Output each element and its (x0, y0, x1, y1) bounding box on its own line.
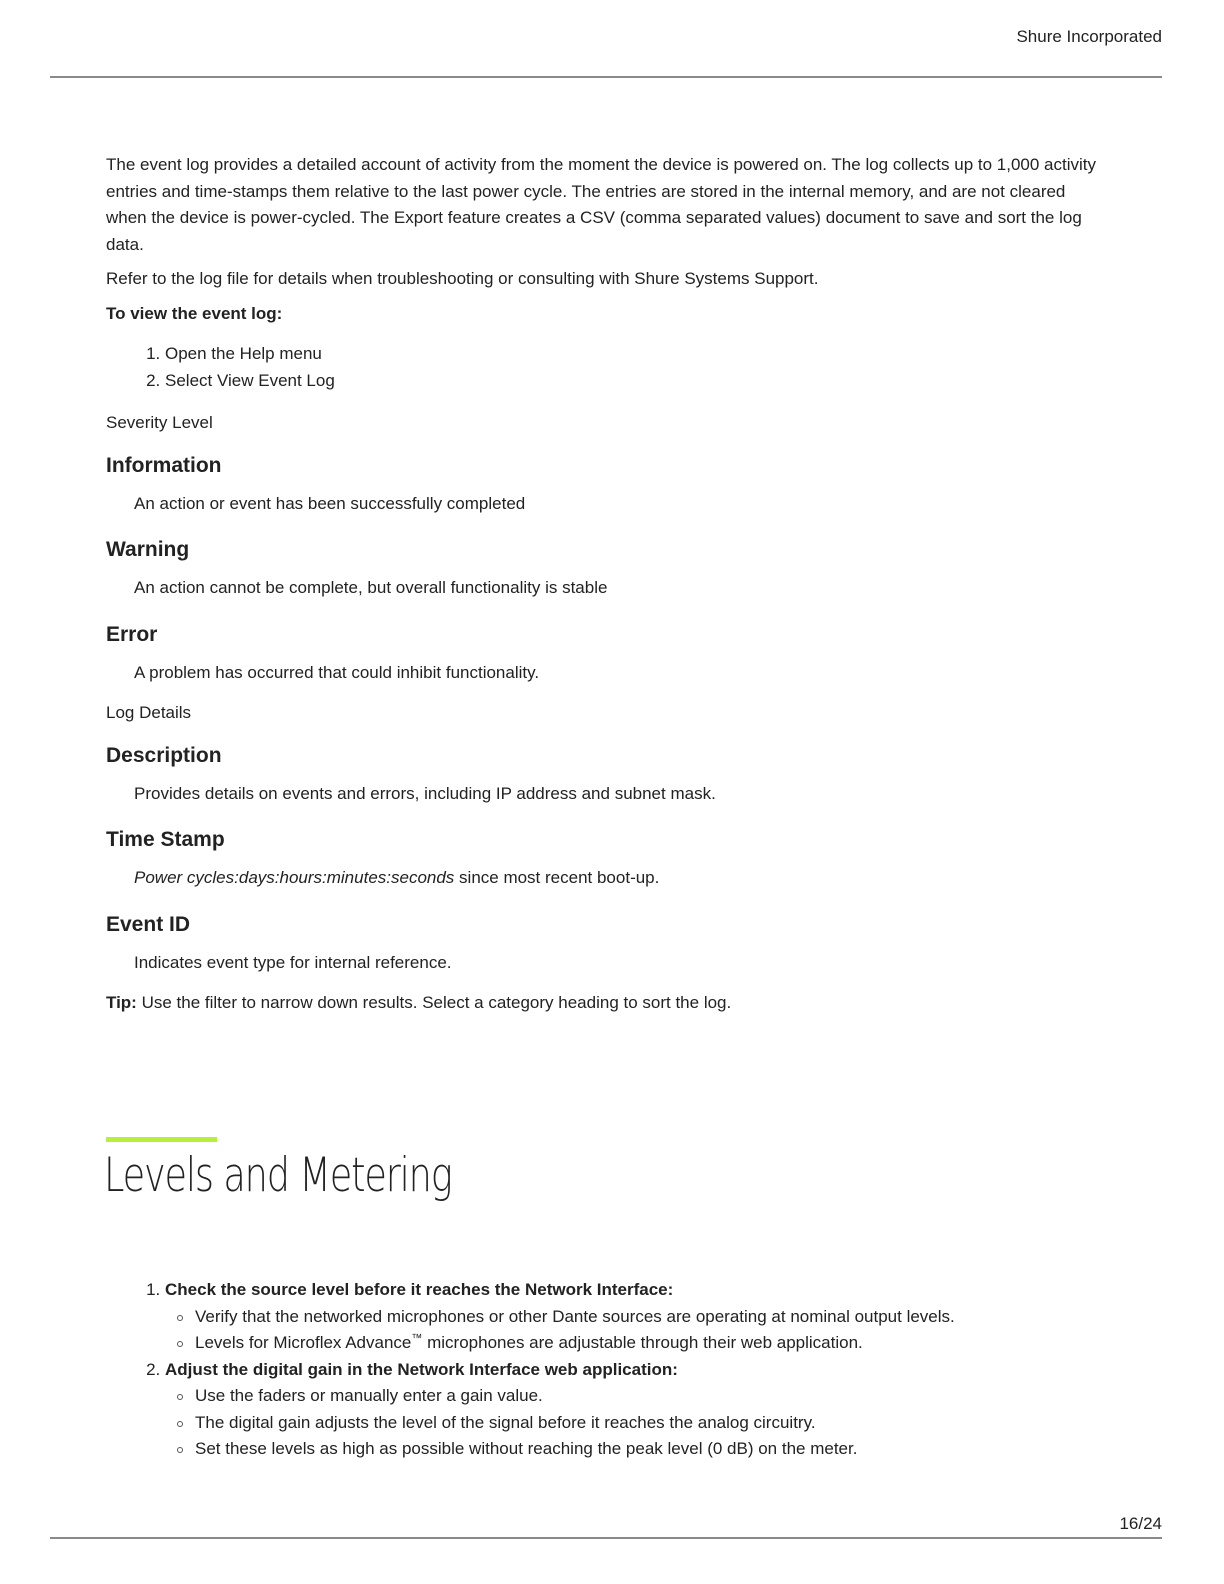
levels-list (106, 1277, 1106, 1463)
refer-paragraph: Refer to the log file for details when troubleshooting or consulting with Shure Systems Support. (106, 269, 819, 288)
header-rule (50, 76, 1162, 78)
sub-list (165, 1304, 1106, 1357)
sub-item-text: microphones are adjustable through their web application. (422, 1333, 863, 1352)
list-item: 1. Open the Help menu (165, 341, 1106, 368)
definition-time-stamp (106, 865, 1106, 892)
list-item (165, 1277, 1106, 1357)
footer-rule (50, 1537, 1162, 1539)
view-log-steps (106, 341, 1106, 394)
intro-paragraph: The event log provides a detailed account of activity from the moment the device is powered on. The log collects up to 1,000 activity entries and time-stamps them relative to the last power cycle. The entries are stored in the internal memory, and are not cleared when the device is power-cycled. The Export feature creates a CSV (comma separated values) document to save and sort the log data. (106, 155, 1097, 254)
time-stamp-format: Power cycles:days:hours:minutes:seconds (134, 868, 455, 887)
definition-description: Provides details on events and errors, including IP address and subnet mask. (134, 783, 716, 803)
term-information: Information (106, 453, 222, 477)
list-item (165, 1357, 1106, 1463)
event-log-section (106, 152, 1106, 1017)
sub-list (165, 1383, 1106, 1463)
section-accent-bar (106, 1137, 217, 1142)
sub-list-item: The digital gain adjusts the level of the signal before it reaches the analog circuitry. (195, 1410, 1106, 1437)
log-details-label: Log Details (106, 703, 192, 722)
tip-label: Tip: (106, 993, 137, 1012)
levels-section (106, 1277, 1106, 1463)
list-item: 2. Select View Event Log (165, 368, 1106, 395)
term-event-id: Event ID (106, 912, 191, 936)
page-number: 16/24 (1119, 1514, 1162, 1533)
definition-error: A problem has occurred that could inhibit functionality. (134, 662, 540, 682)
sub-list-item: Use the faders or manually enter a gain value. (195, 1383, 1106, 1410)
levels-item-title: Check the source level before it reaches the Network Interface: (165, 1280, 674, 1299)
section-title: Levels and Metering (104, 1148, 452, 1203)
tip-text: Use the filter to narrow down results. Select a category heading to sort the log. (136, 993, 732, 1012)
term-error: Error (106, 622, 158, 646)
definition-information: An action or event has been successfully completed (134, 493, 526, 513)
sub-list-item: Set these levels as high as possible without reaching the peak level (0 dB) on the meter. (195, 1436, 1106, 1463)
sub-list-item: Verify that the networked microphones or other Dante sources are operating at nominal output levels. (195, 1304, 1106, 1331)
sub-list-item (195, 1330, 1106, 1357)
sub-item-text: Levels for Microflex Advance (195, 1333, 412, 1352)
tip-paragraph (106, 990, 1106, 1017)
header-company: Shure Incorporated (1016, 27, 1162, 46)
definition-warning: An action cannot be complete, but overall functionality is stable (134, 578, 608, 597)
view-log-label: To view the event log: (106, 303, 283, 323)
term-time-stamp: Time Stamp (106, 828, 225, 851)
term-warning: Warning (106, 538, 190, 561)
definition-event-id: Indicates event type for internal reference. (134, 952, 452, 972)
levels-item-title: Adjust the digital gain in the Network Interface web application: (165, 1359, 678, 1379)
time-stamp-rest: since most recent boot-up. (454, 868, 660, 887)
severity-level-label: Severity Level (106, 413, 213, 432)
term-description: Description (106, 743, 222, 767)
trademark-symbol: ™ (411, 1332, 423, 1345)
